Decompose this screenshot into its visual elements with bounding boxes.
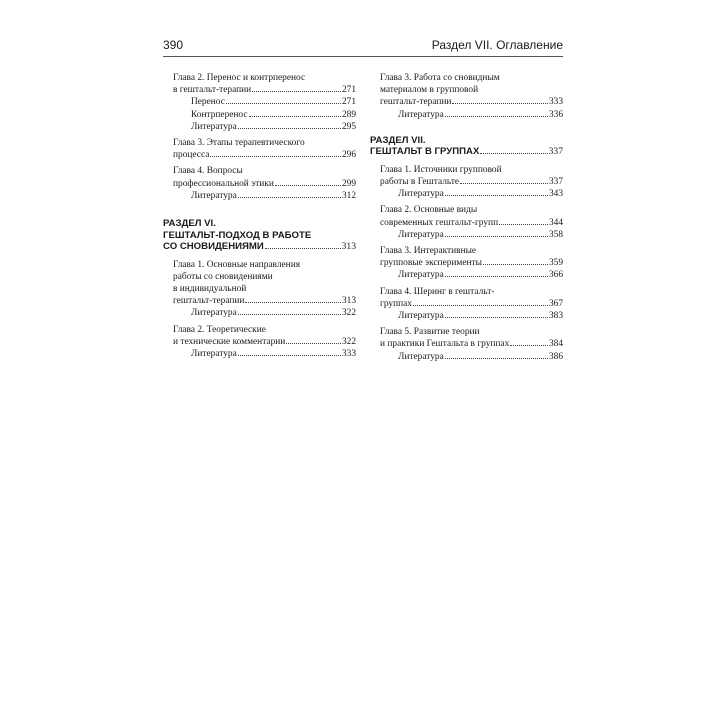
page-ref: 383 [548, 311, 563, 322]
entry-text-line: работы со сновидениями [173, 271, 273, 282]
entry-text-line: Глава 1. Источники групповой [380, 164, 502, 175]
entry-text-line: Литература [398, 229, 444, 240]
dot-leader [286, 343, 341, 344]
page-ref: 343 [548, 189, 563, 200]
dot-leader [265, 248, 341, 249]
page-ref: 313 [341, 296, 356, 307]
entry-text-line: гештальт-терапии [173, 296, 245, 307]
page-number: 390 [163, 38, 184, 52]
dot-leader [452, 103, 548, 104]
page-ref: 367 [548, 298, 563, 309]
entry-final-line [370, 146, 563, 158]
page-ref: 333 [341, 348, 356, 359]
page-ref: 337 [548, 177, 563, 188]
entry-text-line: современных гештальт-групп [380, 217, 499, 228]
entry-text-line: Глава 5. Развитие теории [380, 327, 480, 338]
page-ref: 299 [341, 178, 356, 189]
page-ref: 313 [341, 241, 356, 253]
page-ref: 296 [341, 150, 356, 161]
dot-leader [460, 183, 548, 184]
dot-leader [210, 156, 341, 157]
entry-text-line: процесса [173, 150, 210, 161]
entry-text-line: Глава 1. Основные направления [173, 259, 301, 270]
dot-leader [445, 236, 548, 237]
page-ref: 337 [548, 146, 563, 158]
entry-final-line [380, 217, 563, 229]
entry-text-line: Глава 2. Перенос и контрперенос [173, 73, 306, 83]
entry-final-line [173, 84, 356, 96]
dot-leader [499, 224, 548, 225]
entry-text-line: и технические комментарии [173, 336, 286, 347]
section-title-line: РАЗДЕЛ VI. [163, 218, 216, 230]
section-title-line: РАЗДЕЛ VII. [370, 134, 426, 146]
dot-leader [483, 264, 548, 265]
toc-section-heading [370, 135, 563, 158]
entry-text-line: Литература [398, 311, 444, 322]
entry-text-line: группах [380, 298, 412, 309]
page-ref: 366 [548, 270, 563, 281]
toc-entry-chapter [163, 72, 356, 133]
toc-entry-literature [380, 229, 563, 241]
entry-final-line [173, 295, 356, 307]
dot-leader [445, 317, 548, 318]
dot-leader [480, 153, 547, 154]
dot-leader [413, 305, 548, 306]
dot-leader [445, 358, 548, 359]
entry-text-line: Глава 3. Работа со сновидным [380, 73, 500, 83]
entry-text-line: Литература [191, 308, 237, 319]
running-title: Раздел VII. Оглавление [431, 38, 563, 52]
entry-final-line [163, 241, 356, 253]
dot-leader [245, 302, 341, 303]
dot-leader [445, 116, 548, 117]
toc-entry-chapter [370, 204, 563, 241]
dot-leader [510, 345, 548, 346]
entry-final-line [380, 257, 563, 269]
page-ref: 271 [341, 97, 356, 108]
toc-entry-chapter [163, 259, 356, 320]
page-ref: 322 [341, 336, 356, 347]
toc-entry-chapter [370, 164, 563, 201]
entry-text-line: Контрперенос [191, 109, 248, 120]
dot-leader [238, 128, 341, 129]
dot-leader [249, 116, 341, 117]
page-ref: 289 [341, 109, 356, 120]
entry-text-line: Литература [398, 189, 444, 200]
entry-text-line: в гештальт-терапии [173, 85, 252, 96]
toc-entry-literature [173, 190, 356, 202]
dot-leader [226, 103, 341, 104]
entry-text-line: гештальт-терапии [380, 97, 452, 108]
toc-left-column [163, 72, 356, 364]
toc-entry-chapter [163, 324, 356, 361]
entry-final-line [380, 96, 563, 108]
page-ref: 344 [548, 217, 563, 228]
toc-entry-chapter [370, 286, 563, 323]
toc-right-column [370, 72, 563, 367]
page-ref: 271 [341, 85, 356, 96]
entry-final-line [380, 338, 563, 350]
dot-leader [238, 355, 341, 356]
toc-entry-literature [380, 188, 563, 200]
entry-text-line: Литература [191, 348, 237, 359]
entry-text-line: Литература [398, 270, 444, 281]
toc-entry-chapter [370, 326, 563, 363]
dot-leader [238, 314, 341, 315]
entry-text-line: Глава 3. Этапы терапевтического [173, 138, 305, 149]
entry-text-line: Глава 4. Шеринг в гештальт- [380, 286, 495, 297]
entry-text-line: материалом в групповой [380, 85, 479, 96]
section-title-line: ГЕШТАЛЬТ В ГРУППАХ [370, 146, 480, 158]
dot-leader [275, 185, 341, 186]
toc-entry-subsection [173, 96, 356, 108]
toc-entry-literature [380, 351, 563, 363]
page-ref: 295 [341, 121, 356, 132]
toc-entry-subsection [173, 109, 356, 121]
page-ref: 384 [548, 339, 563, 350]
toc-entry-chapter [163, 165, 356, 202]
entry-text-line: Глава 2. Теоретические [173, 324, 266, 335]
dot-leader [445, 195, 548, 196]
entry-text-line: Глава 4. Вопросы [173, 166, 243, 177]
toc-entry-literature [380, 109, 563, 121]
entry-text-line: работы в Гештальте [380, 177, 460, 188]
entry-text-line: и практики Гештальта в группах [380, 339, 510, 350]
page-header [163, 38, 563, 58]
entry-text-line: Литература [191, 121, 237, 132]
section-title-line: СО СНОВИДЕНИЯМИ [163, 241, 264, 253]
toc-entry-literature [173, 307, 356, 319]
entry-text-line: в индивидуальной [173, 283, 247, 294]
entry-text-line: Перенос [191, 97, 225, 108]
toc-entry-literature [380, 269, 563, 281]
page-ref: 359 [548, 258, 563, 269]
page-ref: 322 [341, 308, 356, 319]
section-title-line: ГЕШТАЛЬТ-ПОДХОД В РАБОТЕ [163, 229, 312, 241]
page-ref: 333 [548, 97, 563, 108]
entry-text-line: групповые эксперименты [380, 258, 482, 269]
entry-text-line: Литература [191, 190, 237, 201]
entry-text-line: Глава 3. Интерактивные [380, 246, 477, 257]
toc-entry-literature [173, 348, 356, 360]
page-ref: 386 [548, 351, 563, 362]
entry-final-line [173, 336, 356, 348]
header-rule [163, 56, 563, 57]
toc-entry-chapter [370, 245, 563, 282]
page-ref: 312 [341, 190, 356, 201]
dot-leader [445, 276, 548, 277]
entry-final-line [173, 149, 356, 161]
toc-entry-chapter [370, 72, 563, 121]
toc-entry-chapter [163, 137, 356, 161]
entry-text-line: Литература [398, 109, 444, 120]
entry-text-line: профессиональной этики [173, 178, 274, 189]
page-ref: 336 [548, 109, 563, 120]
dot-leader [238, 197, 341, 198]
entry-text-line: Литература [398, 351, 444, 362]
toc-entry-literature [173, 121, 356, 133]
page-ref: 358 [548, 229, 563, 240]
entry-final-line [380, 176, 563, 188]
entry-text-line: Глава 2. Основные виды [380, 205, 478, 216]
toc-entry-literature [380, 310, 563, 322]
entry-final-line [173, 178, 356, 190]
toc-section-heading [163, 218, 356, 253]
dot-leader [252, 91, 341, 92]
entry-final-line [380, 298, 563, 310]
